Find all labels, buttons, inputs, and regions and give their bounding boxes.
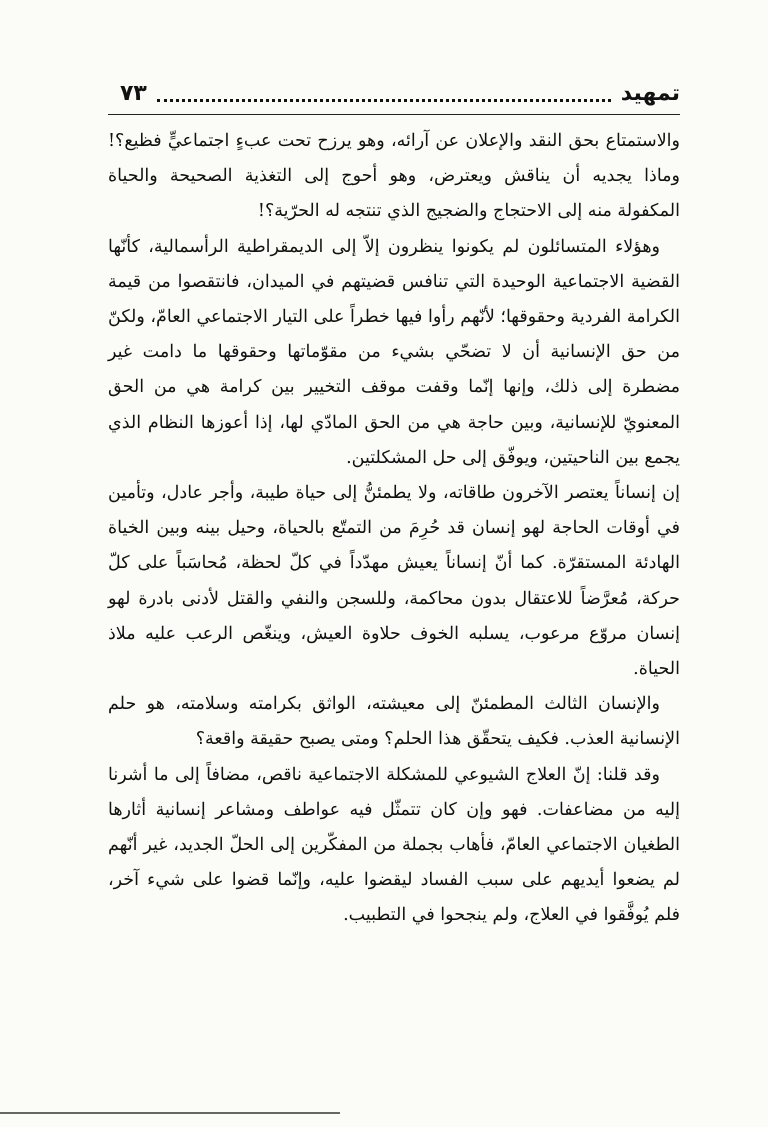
paragraph-4: والإنسان الثالث المطمئنّ إلى معيشته، الواثق بكرامته وسلامته، هو حلم الإنسانية العذب. فكيف يتحقّق هذا الحلم؟ ومتى يصبح حقيقة واقعة؟: [108, 694, 680, 750]
paragraph-3: إن إنساناً يعتصر الآخرون طاقاته، ولا يطمئنُّ إلى حياة طيبة، وأجر عادل، وتأمين في أوقات الحاجة لهو إنسان قد حُرِمَ من التمتّع بالحياة، وحيل بينه وبين الخياة الهادئة المستقرّة. كما أنّ إنساناً يعيش مهدّداً في كلّ لحظة، مُحاسَباً على كلّ حركة، مُعرَّضاً للاعتقال بدون محاكمة، وللسجن والنفي والقتل لأدنى بادرة لهو إنسان مروّع مرعوب، يسلبه الخوف حلاوة العيش، وينغّص الرعب عليه ملاذ الحياة.: [108, 483, 680, 680]
header-rule: [108, 114, 680, 115]
paragraph-1: والاستمتاع بحق النقد والإعلان عن آرائه، وهو يرزح تحت عبءٍ اجتماعيٍّ فظيع؟! وماذا يجديه أن يناقش ويعترض، وهو أحوج إلى التغذية الصحيحة والحياة المكفولة منه إلى الاحتجاج والضجيج الذي تنتجه له الحرّية؟!: [108, 131, 680, 222]
header-dot-leader: [157, 85, 611, 102]
chapter-title: تمهيد: [620, 80, 680, 106]
paragraph-5: وقد قلنا: إنّ العلاج الشيوعي للمشكلة الاجتماعية ناقص، مضافاً إلى ما أشرنا إليه من مضاعفات. فهو وإن كان تتمثّل فيه عواطف ومشاعر إنسانية أثارها الطغيان الاجتماعي العامّ، فأهاب بجملة من المفكّرين إلى الحلّ الجديد، غير أنّهم لم يضعوا أيديهم على سبب الفساد ليقضوا عليه، وإنّما قضوا على شيء آخر، فلم يُوفَّقوا في العلاج، ولم ينجحوا في التطبيب.: [108, 764, 680, 926]
page-body: [108, 124, 680, 934]
page-header: [120, 76, 680, 110]
page-number: ٧٣: [120, 80, 147, 106]
bottom-edge-line: [0, 1112, 340, 1114]
paragraph-2: وهؤلاء المتسائلون لم يكونوا ينظرون إلاّ إلى الديمقراطية الرأسمالية، كأنّها القضية الاجتماعية الوحيدة التي تنافس قضيتهم في الميدان، فانتقصوا من قيمة الكرامة الفردية وحقوقها؛ لأنّهم رأوا فيها خطراً على التيار الاجتماعي العامّ، ولكنّ من حق الإنسانية أن لا تضحّي بشيء من مقوّماتها وحقوقها ما دامت غير مضطرة إلى ذلك، وإنها إنّما وقفت موقف التخيير بين كرامة هي من الحق المعنويّ للإنسانية، وبين حاجة هي من الحق المادّي لها، إذا أعوزها النظام الذي يجمع بين الناحيتين، ويوفّق إلى حل المشكلتين.: [108, 236, 680, 468]
